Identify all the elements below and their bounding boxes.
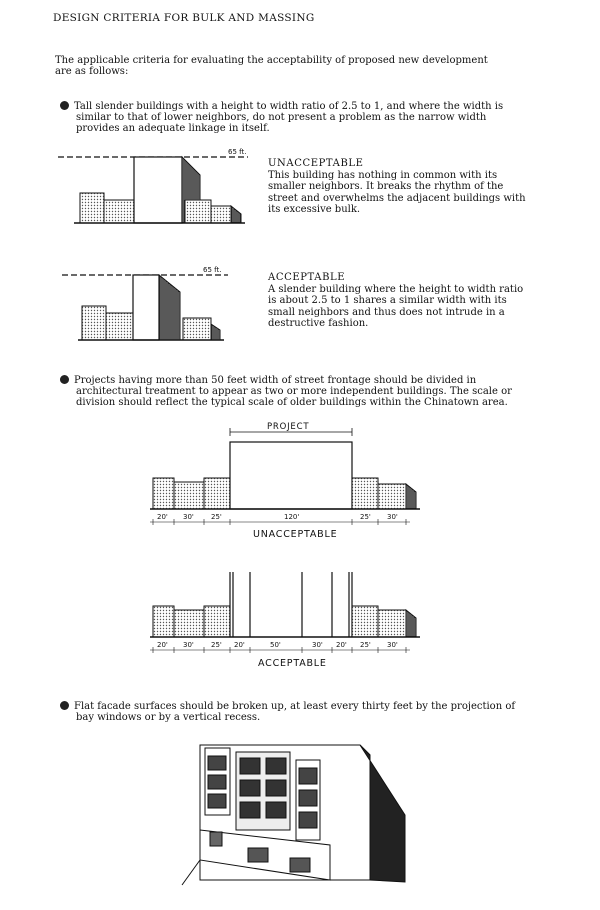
project-building bbox=[230, 442, 352, 509]
dimension-label: 20' bbox=[157, 641, 168, 649]
page-title: DESIGN CRITERIA FOR BULK AND MASSING bbox=[53, 12, 315, 24]
diagram-label: UNACCEPTABLE bbox=[253, 529, 338, 540]
dimension-label: 20' bbox=[234, 641, 245, 649]
dimension-label: 30' bbox=[312, 641, 323, 649]
acceptable-caption bbox=[268, 272, 533, 330]
slender-building bbox=[133, 275, 159, 340]
caption-heading: ACCEPTABLE bbox=[268, 272, 346, 283]
dimension-label: 20' bbox=[157, 513, 168, 521]
dimension-label: 30' bbox=[387, 641, 398, 649]
dimension-label: 30' bbox=[183, 513, 194, 521]
dimension-label: 25' bbox=[360, 513, 371, 521]
caption-body: A slender building where the height to width ratio is about 2.5 to 1 shares a similar width with its small neighbors and thus does not intrude in a destructive fashion. bbox=[268, 283, 524, 329]
dimension-label: 30' bbox=[387, 513, 398, 521]
height-label: 65 ft. bbox=[203, 266, 222, 274]
neighbor-building bbox=[80, 193, 104, 223]
bullet-icon bbox=[60, 701, 69, 710]
acceptable-building-diagram bbox=[62, 275, 228, 340]
dimension-label: 30' bbox=[183, 641, 194, 649]
criterion-2-rest: architectural treatment to appear as two or more independent buildings. The scale or division should reflect the typical scale of older buildings within the Chinatown area. bbox=[76, 386, 512, 408]
neighbor-building bbox=[104, 200, 134, 223]
diagram-label: ACCEPTABLE bbox=[258, 658, 327, 669]
bullet-icon bbox=[60, 375, 69, 384]
criterion-2-line1: Projects having more than 50 feet width of street frontage should be divided in bbox=[74, 375, 477, 386]
dimension-label: 120' bbox=[284, 513, 300, 521]
criterion-3 bbox=[60, 701, 520, 723]
criterion-1-rest: similar to that of lower neighbors, do not present a problem as the narrow width provides an adequate linkage in itself. bbox=[76, 112, 487, 134]
height-label: 65 ft. bbox=[228, 148, 247, 156]
criterion-2 bbox=[60, 375, 520, 408]
dimension-label: 50' bbox=[270, 641, 281, 649]
project-label: PROJECT bbox=[267, 422, 310, 432]
neighbor-building bbox=[82, 306, 106, 340]
dimension-label: 25' bbox=[211, 641, 222, 649]
criterion-3-line1: Flat facade surfaces should be broken up, at least every thirty feet by the projection of bbox=[74, 701, 516, 712]
dimension-label: 25' bbox=[211, 513, 222, 521]
criterion-1-line1: Tall slender buildings with a height to width ratio of 2.5 to 1, and where the width is bbox=[74, 101, 504, 112]
neighbor-building bbox=[106, 313, 133, 340]
neighbor-building bbox=[183, 318, 211, 340]
intro-text: The applicable criteria for evaluating the acceptability of proposed new development are as follows: bbox=[55, 55, 488, 77]
neighbor-building bbox=[185, 200, 211, 223]
neighbor-building bbox=[211, 206, 231, 223]
unacceptable-building-diagram bbox=[58, 157, 248, 223]
unacceptable-caption bbox=[268, 158, 533, 216]
dimension-label: 25' bbox=[360, 641, 371, 649]
unacceptable-frontage-diagram bbox=[150, 428, 420, 525]
dimension-label: 20' bbox=[336, 641, 347, 649]
caption-body: This building has nothing in common with its smaller neighbors. It breaks the rhythm of the street and overwhelms the adjacent buildings with its excessive bulk. bbox=[268, 169, 526, 215]
caption-heading: UNACCEPTABLE bbox=[268, 158, 364, 169]
criterion-3-rest: bay windows or by a vertical recess. bbox=[76, 712, 261, 723]
tall-bulky-building bbox=[134, 157, 182, 223]
building-shadow bbox=[159, 275, 180, 340]
facade-illustration bbox=[182, 745, 405, 885]
